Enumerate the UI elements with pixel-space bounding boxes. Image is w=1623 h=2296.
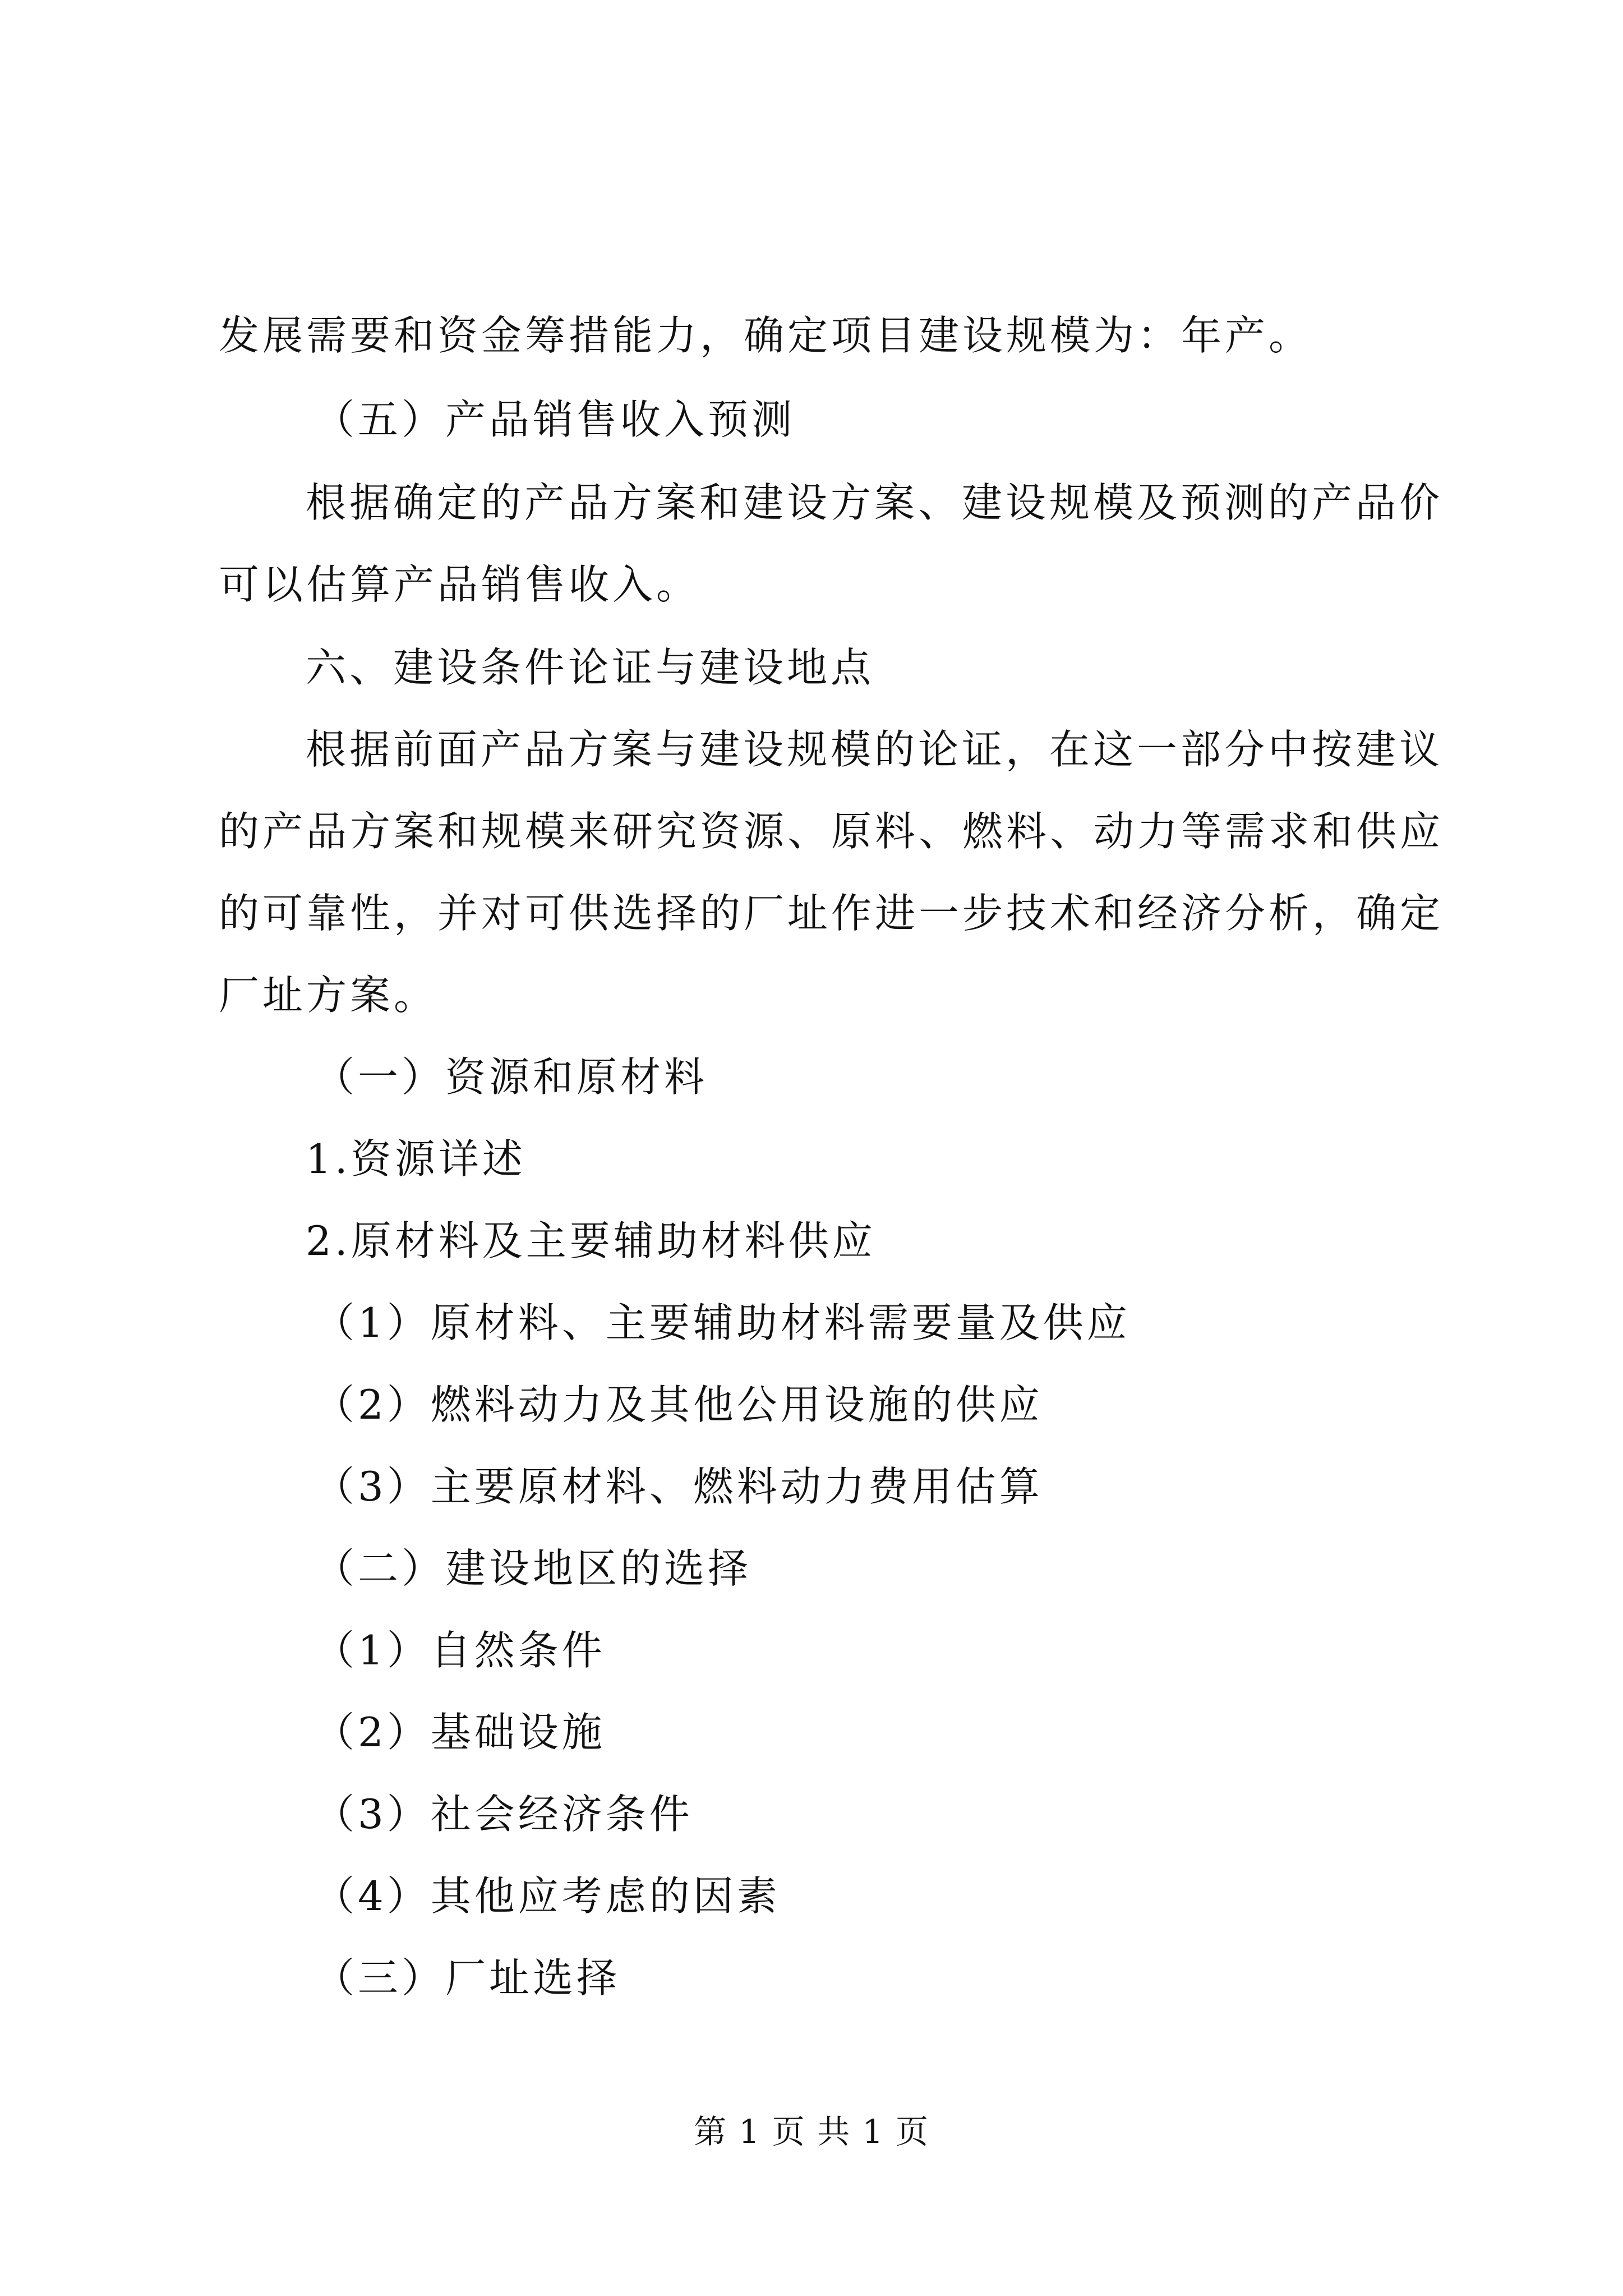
list-item-region-3: （3）社会经济条件 bbox=[314, 1791, 693, 1838]
list-item-region-1: （1）自然条件 bbox=[314, 1627, 606, 1674]
chapter-heading-6: 六、建设条件论证与建设地点 bbox=[306, 644, 875, 691]
list-item-2-3: （3）主要原材料、燃料动力费用估算 bbox=[314, 1463, 1043, 1510]
subsection-heading-1: （一）资源和原材料 bbox=[314, 1053, 708, 1101]
paragraph-line-1: 发展需要和资金筹措能力，确定项目建设规模为：年产。 bbox=[219, 312, 1313, 359]
list-item-region-2: （2）基础设施 bbox=[314, 1709, 606, 1756]
paragraph-line-9: 厂址方案。 bbox=[219, 972, 438, 1019]
paragraph-line-4: 可以估算产品销售收入。 bbox=[219, 561, 700, 608]
subsection-heading-2: （二）建设地区的选择 bbox=[314, 1545, 752, 1592]
subsection-heading-3: （三）厂址选择 bbox=[314, 1954, 621, 2001]
paragraph-line-3: 根据确定的产品方案和建设方案、建设规模及预测的产品价 bbox=[306, 479, 1444, 526]
list-item-1: 1.资源详述 bbox=[306, 1135, 526, 1182]
list-item-2-1: （1）原材料、主要辅助材料需要量及供应 bbox=[314, 1299, 1131, 1346]
list-item-region-4: （4）其他应考虑的因素 bbox=[314, 1872, 781, 1920]
page-number-footer: 第 1 页 共 1 页 bbox=[694, 2113, 929, 2151]
paragraph-line-7: 的产品方案和规模来研究资源、原料、燃料、动力等需求和供应 bbox=[219, 808, 1444, 855]
paragraph-line-6: 根据前面产品方案与建设规模的论证，在这一部分中按建议 bbox=[306, 726, 1444, 773]
section-heading-5: （五）产品销售收入预测 bbox=[314, 396, 796, 443]
list-item-2: 2.原材料及主要辅助材料供应 bbox=[306, 1217, 876, 1264]
paragraph-line-8: 的可靠性，并对可供选择的厂址作进一步技术和经济分析，确定 bbox=[219, 890, 1444, 937]
list-item-2-2: （2）燃料动力及其他公用设施的供应 bbox=[314, 1381, 1043, 1428]
